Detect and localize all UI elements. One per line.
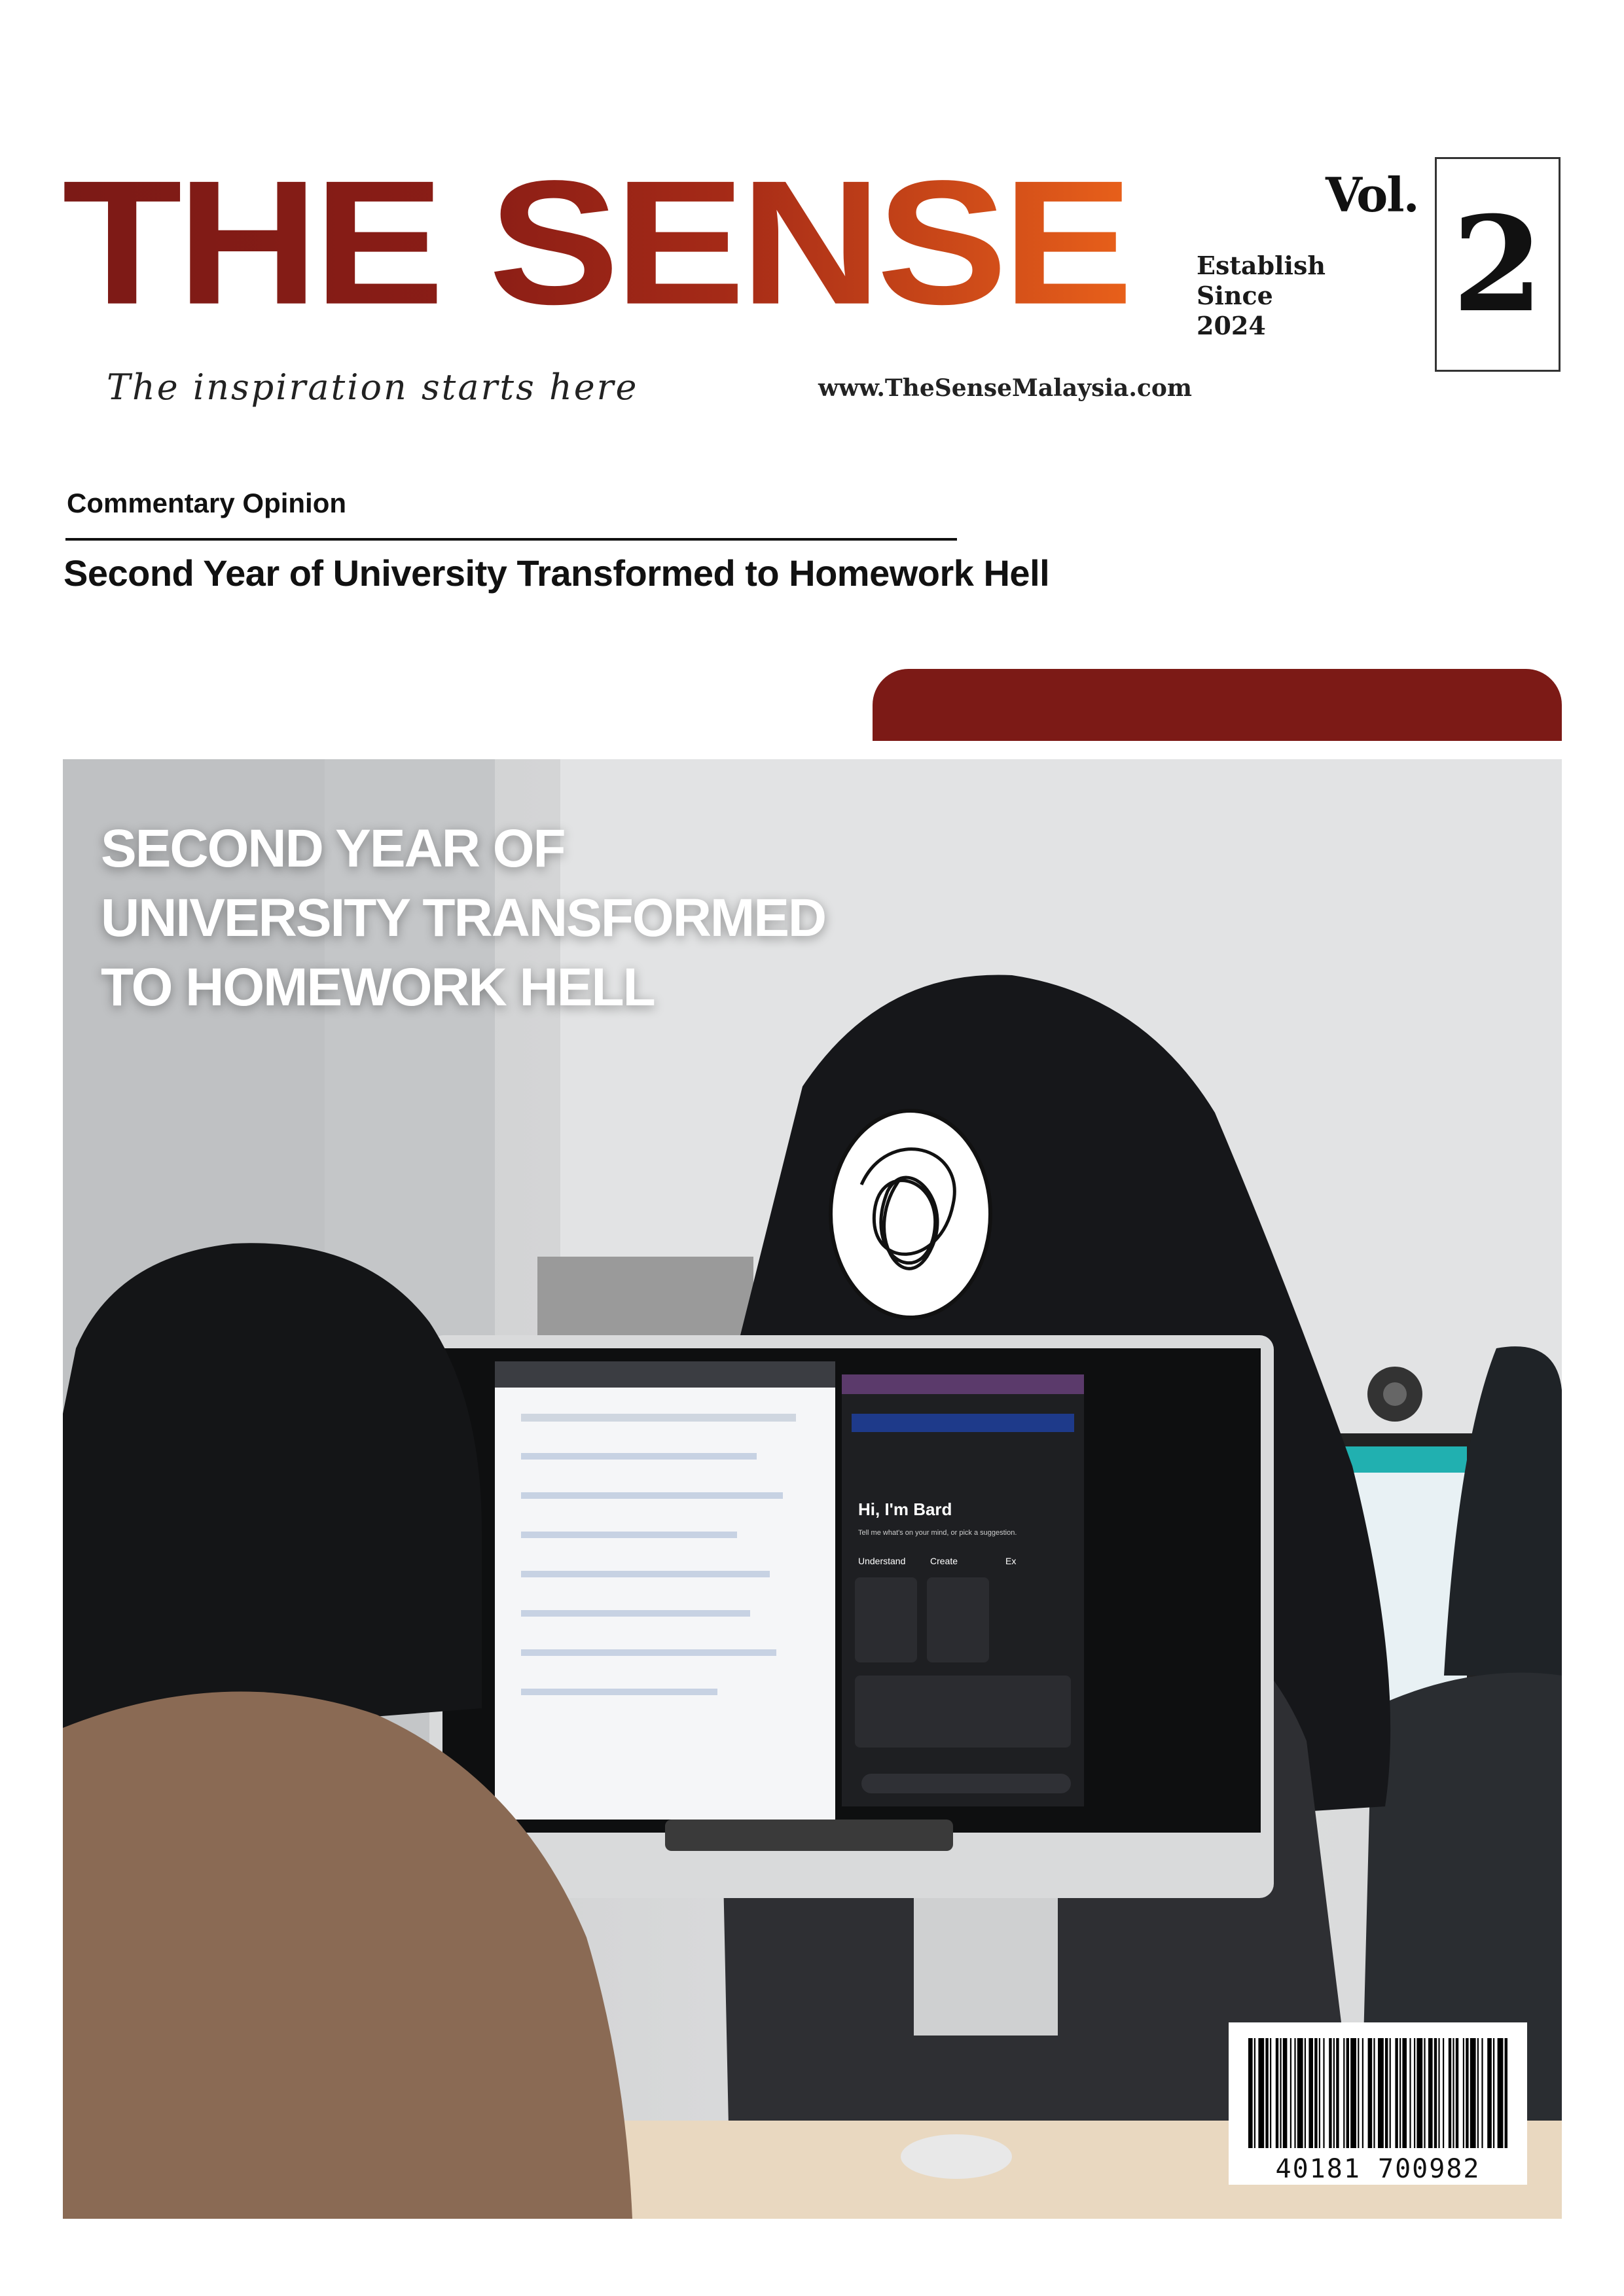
barcode-bar: [1399, 2038, 1401, 2148]
mouse: [901, 2134, 1012, 2179]
barcode-bar: [1280, 2038, 1281, 2148]
barcode-bar: [1414, 2038, 1415, 2148]
barcode-bar: [1314, 2038, 1317, 2148]
document-window: [495, 1361, 835, 1820]
barcode-bar: [1350, 2038, 1356, 2148]
barcode-bar: [1308, 2038, 1313, 2148]
decorative-red-tab: [873, 669, 1562, 741]
barcode-bar: [1283, 2038, 1288, 2148]
website-link[interactable]: www.TheSenseMalaysia.com: [818, 374, 1192, 402]
barcode-bar: [1493, 2038, 1494, 2148]
barcode-bar: [1270, 2038, 1271, 2148]
barcode-bar: [1463, 2038, 1464, 2148]
barcode-bar: [1362, 2038, 1363, 2148]
barcode-bar: [1276, 2038, 1278, 2148]
establish-line-1: Establish: [1197, 251, 1326, 280]
barcode-bar: [1333, 2038, 1335, 2148]
seated-person-hijab: [63, 1243, 482, 1741]
establish-line-2: Since: [1197, 281, 1273, 310]
barcode-bar: [1248, 2038, 1253, 2148]
chat-tab-understand: Understand: [858, 1556, 906, 1566]
volume-box: [1435, 157, 1561, 372]
barcode-bar: [1456, 2038, 1458, 2148]
masthead-title: THE SENSE: [62, 143, 1128, 342]
chat-tab-create: Create: [930, 1556, 958, 1566]
volume-label: Vol.: [1326, 167, 1418, 223]
barcode-bar: [1294, 2038, 1295, 2148]
barcode-bar: [1319, 2038, 1320, 2148]
barcode-bar: [1395, 2038, 1398, 2148]
barcode-bar: [1343, 2038, 1344, 2148]
barcode: [1229, 2022, 1527, 2185]
barcode-bar: [1438, 2038, 1439, 2148]
barcode-bar: [1323, 2038, 1324, 2148]
barcode-bar: [1358, 2038, 1359, 2148]
barcode-bar: [1385, 2038, 1388, 2148]
barcode-bar: [1453, 2038, 1454, 2148]
barcode-bar: [1297, 2038, 1303, 2148]
barcode-bar: [1466, 2038, 1468, 2148]
cover-photo: [63, 759, 1562, 2219]
chat-greeting: Hi, I'm Bard: [858, 1499, 952, 1519]
barcode-bar: [1487, 2038, 1492, 2148]
establish-year: 2024: [1197, 311, 1266, 340]
barcode-bar: [1378, 2038, 1384, 2148]
barcode-bar: [1409, 2038, 1411, 2148]
barcode-bar: [1305, 2038, 1306, 2148]
barcode-bars: [1248, 2038, 1507, 2148]
cover-headline-line-3: TO HOMEWORK HELL: [101, 958, 655, 1017]
tagline: The inspiration starts here: [107, 367, 639, 408]
barcode-bar: [1329, 2038, 1331, 2148]
volume-number: 2: [1452, 187, 1543, 342]
barcode-bar: [1470, 2038, 1476, 2148]
barcode-bar: [1443, 2038, 1444, 2148]
barcode-bar: [1498, 2038, 1504, 2148]
barcode-bar: [1254, 2038, 1255, 2148]
cover-headline-line-1: SECOND YEAR OF: [101, 819, 565, 878]
article-headline: Second Year of University Transformed to Homework Hell: [63, 552, 1050, 594]
section-label: Commentary Opinion: [67, 488, 347, 518]
barcode-number: 40181 700982: [1275, 2154, 1481, 2184]
barcode-bar: [1258, 2038, 1264, 2148]
barcode-bar: [1290, 2038, 1291, 2148]
barcode-bar: [1449, 2038, 1451, 2148]
dock: [665, 1820, 953, 1851]
barcode-bar: [1505, 2038, 1507, 2148]
barcode-bar: [1265, 2038, 1268, 2148]
monitor-stand: [914, 1898, 1058, 2036]
cover-headline: [101, 814, 952, 1022]
barcode-bar: [1373, 2038, 1375, 2148]
face-privacy-circle: [831, 1111, 990, 1318]
barcode-bar: [1402, 2038, 1407, 2148]
chat-tab-explore: Ex: [1005, 1556, 1017, 1566]
section-divider: [65, 538, 957, 541]
barcode-bar: [1336, 2038, 1339, 2148]
establish-since: [1197, 251, 1327, 341]
barcode-bar: [1424, 2038, 1425, 2148]
barcode-bar: [1416, 2038, 1422, 2148]
chat-subtitle: Tell me what's on your mind, or pick a suggestion.: [858, 1529, 1017, 1537]
barcode-bar: [1477, 2038, 1479, 2148]
barcode-bar: [1368, 2038, 1373, 2148]
barcode-bar: [1434, 2038, 1437, 2148]
barcode-bar: [1428, 2038, 1433, 2148]
barcode-bar: [1346, 2038, 1349, 2148]
barcode-bar: [1481, 2038, 1483, 2148]
cover-headline-line-2: UNIVERSITY TRANSFORMED: [101, 888, 826, 948]
barcode-bar: [1390, 2038, 1391, 2148]
